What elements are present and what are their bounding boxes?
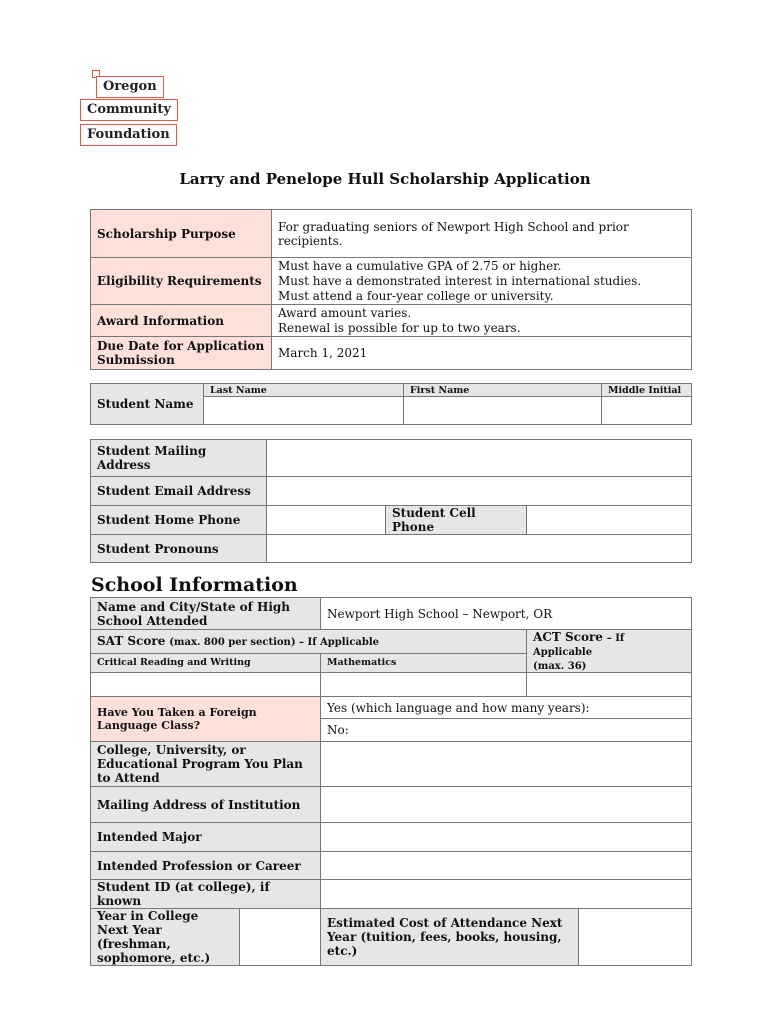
first-name-field[interactable] bbox=[404, 397, 602, 425]
college-year-label: Year in College Next Year (freshman, sophomore, etc.) bbox=[91, 909, 240, 966]
logo-line-community: Community bbox=[80, 99, 178, 121]
eligibility-item: Must have a demonstrated interest in international studies. bbox=[278, 273, 642, 288]
student-name-label: Student Name bbox=[91, 384, 204, 425]
purpose-label: Scholarship Purpose bbox=[91, 210, 272, 258]
intended-profession-field[interactable] bbox=[321, 852, 692, 880]
eligibility-item: Must attend a four-year college or university. bbox=[278, 288, 554, 303]
act-score-field[interactable] bbox=[527, 673, 692, 697]
award-item: Award amount varies. bbox=[278, 305, 412, 320]
due-date-value: March 1, 2021 bbox=[272, 337, 692, 370]
high-school-label: Name and City/State of High School Attended bbox=[91, 598, 321, 630]
intended-major-label: Intended Major bbox=[91, 823, 321, 852]
foreign-language-label: Have You Taken a Foreign Language Class? bbox=[91, 697, 321, 742]
institution-address-label: Mailing Address of Institution bbox=[91, 787, 321, 823]
due-date-label: Due Date for Application Submission bbox=[91, 337, 272, 370]
sat-reading-field[interactable] bbox=[91, 673, 321, 697]
foreign-language-no[interactable]: No: bbox=[321, 719, 692, 742]
middle-initial-header: Middle Initial bbox=[602, 384, 692, 397]
eligibility-value bbox=[272, 258, 692, 305]
student-id-field[interactable] bbox=[321, 880, 692, 909]
mailing-address-field[interactable] bbox=[267, 440, 692, 477]
student-name-table bbox=[90, 383, 692, 425]
logo-line-oregon: Oregon bbox=[96, 76, 164, 98]
student-id-label: Student ID (at college), if known bbox=[91, 880, 321, 909]
last-name-header: Last Name bbox=[204, 384, 404, 397]
award-label: Award Information bbox=[91, 305, 272, 337]
high-school-value: Newport High School – Newport, OR bbox=[321, 598, 692, 630]
cell-phone-label: Student Cell Phone bbox=[386, 506, 527, 535]
award-item: Renewal is possible for up to two years. bbox=[278, 320, 521, 335]
sat-note: (max. 800 per section) – If Applicable bbox=[169, 637, 380, 649]
act-note: – If Applicable bbox=[533, 633, 625, 658]
purpose-value: For graduating seniors of Newport High School and prior recipients. bbox=[272, 210, 692, 258]
college-year-field[interactable] bbox=[240, 909, 321, 966]
intended-major-field[interactable] bbox=[321, 823, 692, 852]
email-field[interactable] bbox=[267, 477, 692, 506]
college-plan-label: College, University, or Educational Program You Plan to Attend bbox=[91, 742, 321, 787]
sat-label: SAT Score bbox=[97, 634, 166, 649]
page-title: Larry and Penelope Hull Scholarship Application bbox=[179, 170, 591, 188]
home-phone-label: Student Home Phone bbox=[91, 506, 267, 535]
last-name-field[interactable] bbox=[204, 397, 404, 425]
act-header bbox=[527, 630, 692, 673]
sat-header bbox=[91, 630, 527, 654]
school-info-heading: School Information bbox=[91, 574, 298, 596]
cell-phone-field[interactable] bbox=[527, 506, 692, 535]
college-plan-field[interactable] bbox=[321, 742, 692, 787]
act-max-note: (max. 36) bbox=[533, 661, 587, 672]
logo-line-foundation: Foundation bbox=[80, 124, 177, 146]
act-label: ACT Score bbox=[533, 630, 603, 644]
eligibility-item: Must have a cumulative GPA of 2.75 or higher. bbox=[278, 258, 562, 273]
pronouns-label: Student Pronouns bbox=[91, 535, 267, 563]
sat-math-header: Mathematics bbox=[321, 653, 527, 672]
cost-of-attendance-field[interactable] bbox=[579, 909, 692, 966]
mailing-address-label: Student Mailing Address bbox=[91, 440, 267, 477]
school-info-table bbox=[90, 597, 692, 966]
foreign-language-yes[interactable]: Yes (which language and how many years): bbox=[321, 697, 692, 719]
cost-of-attendance-label: Estimated Cost of Attendance Next Year (tuition, fees, books, housing, etc.) bbox=[321, 909, 579, 966]
sat-math-field[interactable] bbox=[321, 673, 527, 697]
first-name-header: First Name bbox=[404, 384, 602, 397]
home-phone-field[interactable] bbox=[267, 506, 386, 535]
contact-table bbox=[90, 439, 692, 563]
sat-reading-header: Critical Reading and Writing bbox=[91, 653, 321, 672]
middle-initial-field[interactable] bbox=[602, 397, 692, 425]
award-value bbox=[272, 305, 692, 337]
intended-profession-label: Intended Profession or Career bbox=[91, 852, 321, 880]
scholarship-info-table bbox=[90, 209, 692, 370]
eligibility-label: Eligibility Requirements bbox=[91, 258, 272, 305]
institution-address-field[interactable] bbox=[321, 787, 692, 823]
pronouns-field[interactable] bbox=[267, 535, 692, 563]
email-label: Student Email Address bbox=[91, 477, 267, 506]
